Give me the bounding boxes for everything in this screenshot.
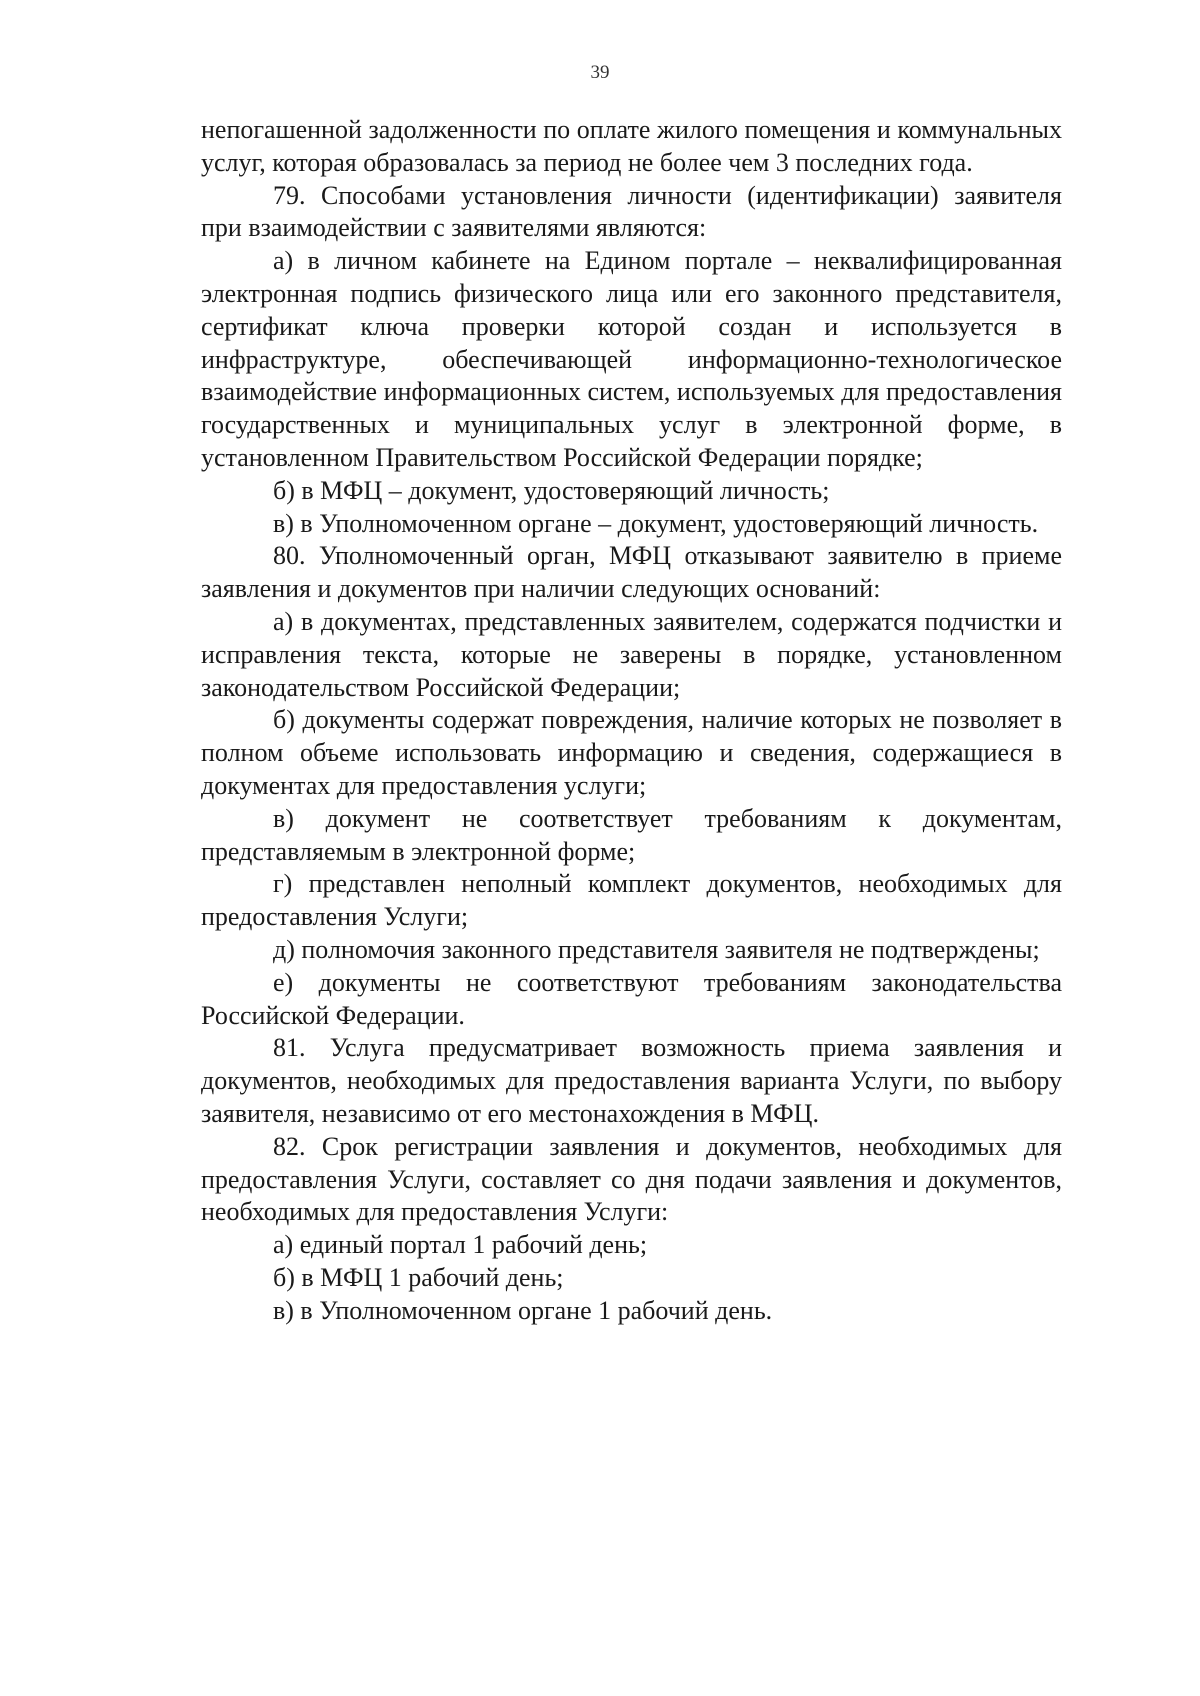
page-number: 39 [590, 62, 610, 83]
paragraph-82-item-b: б) в МФЦ 1 рабочий день; [273, 1262, 564, 1292]
paragraph-79-item-v: в) в Уполномоченном органе – документ, удостоверяющий личность. [273, 508, 1039, 538]
paragraph-82: 82. Срок регистрации заявления и документов, необходимых для предоставления Услуги, составляет со дня подачи заявления и документов, необходимых для предоставления Услуги: [201, 1131, 1062, 1227]
paragraph-78-continuation: непогашенной задолженности по оплате жилого помещения и коммунальных услуг, которая образовалась за период не более чем 3 последних года. [201, 115, 1062, 177]
paragraph-80: 80. Уполномоченный орган, МФЦ отказывают заявителю в приеме заявления и документов при наличии следующих оснований: [201, 541, 1062, 604]
paragraph-80-item-g: г) представлен неполный комплект документов, необходимых для предоставления Услуги; [201, 869, 1062, 932]
paragraph-81: 81. Услуга предусматривает возможность приема заявления и документов, необходимых для предоставления варианта Услуги, по выбору заявителя, независимо от его местонахождения в МФЦ. [201, 1033, 1062, 1128]
paragraph-79-item-a: а) в личном кабинете на Едином портале – неквалифицированная электронная подпись физического лица или его законного представителя, сертификат ключа проверки которой создан и используется в инфраструктуре, обеспечивающей информационно-технологическое взаимодействие информационных систем, используемых для предоставления государственных и муниципальных услуг в электронной форме, в установленном Правительством Российской Федерации порядке; [201, 246, 1062, 472]
paragraph-80-item-a: а) в документах, представленных заявителем, содержатся подчистки и исправления текста, которые не заверены в порядке, установленном законодательством Российской Федерации; [201, 606, 1062, 702]
paragraph-80-item-d: д) полномочия законного представителя заявителя не подтверждены; [273, 934, 1040, 964]
document-body [201, 114, 1062, 1327]
paragraph-80-item-v: в) документ не соответствует требованиям к документам, представляемым в электронной форме; [201, 803, 1062, 866]
paragraph-79-item-b: б) в МФЦ – документ, удостоверяющий личность; [273, 475, 830, 505]
paragraph-82-item-a: а) единый портал 1 рабочий день; [273, 1230, 648, 1260]
paragraph-82-item-v: в) в Уполномоченном органе 1 рабочий день. [273, 1295, 773, 1325]
paragraph-79: 79. Способами установления личности (идентификации) заявителя при взаимодействии с заявителями являются: [201, 180, 1062, 243]
paragraph-80-item-b: б) документы содержат повреждения, наличие которых не позволяет в полном объеме использовать информацию и сведения, содержащиеся в документах для предоставления услуги; [201, 705, 1062, 800]
paragraph-80-item-e: е) документы не соответствуют требованиям законодательства Российской Федерации. [201, 967, 1062, 1030]
